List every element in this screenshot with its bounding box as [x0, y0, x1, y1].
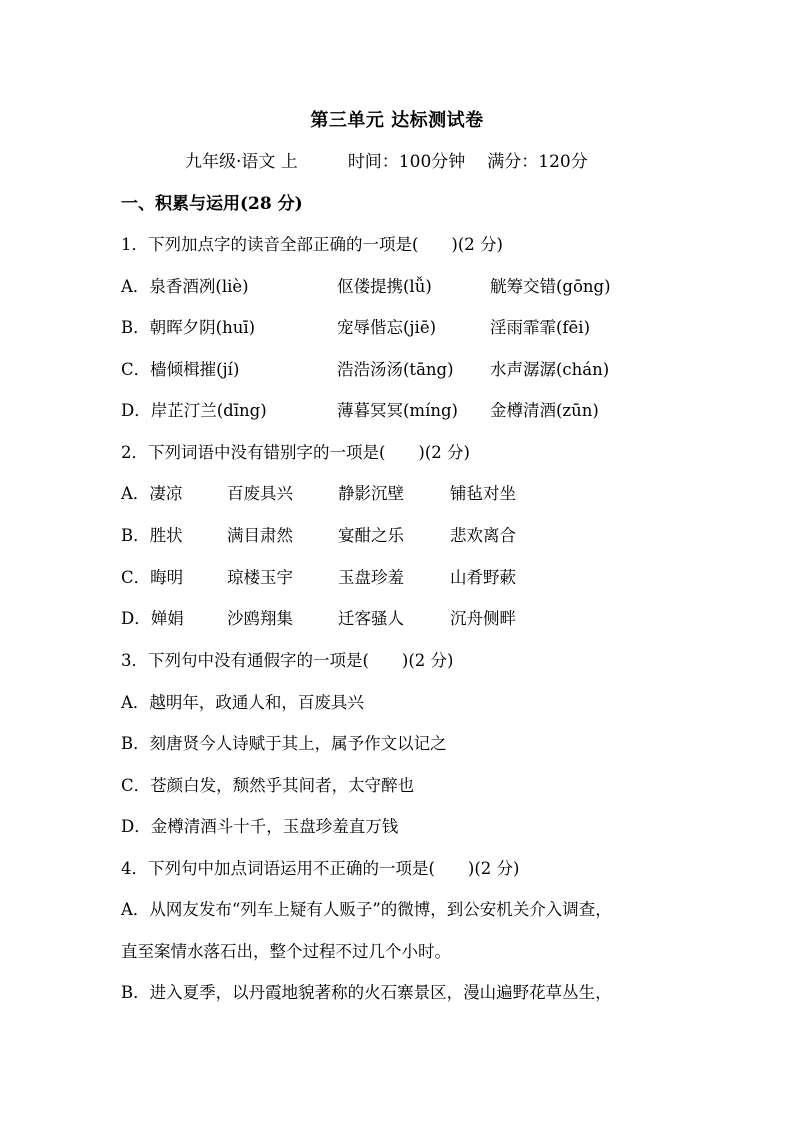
q2-stem: 2．下列词语中没有错别字的一项是( )(2 分): [121, 443, 470, 462]
q1-stem: 1．下列加点字的读音全部正确的一项是( )(2 分): [121, 235, 503, 254]
q1-option-text: 觥筹交错(gōng): [490, 277, 611, 296]
q1-option-text: 宠辱偕忘(jiē): [337, 318, 437, 337]
time-label: 时间：100分钟: [347, 152, 466, 172]
q2-option-text: 满目肃然: [227, 526, 293, 545]
q2-option-text: A．凄凉: [121, 484, 183, 503]
q1-option-text: 浩浩汤汤(tāng): [337, 360, 454, 379]
q1-option-text: 水声潺潺(chán): [490, 360, 610, 379]
grade-label: 九年级·语文 上: [185, 152, 298, 172]
q4-stem: 4．下列句中加点词语运用不正确的一项是( )(2 分): [121, 859, 520, 878]
section-heading: 一、积累与运用(28 分): [121, 194, 303, 214]
q1-option-text: 金樽清酒(zūn): [490, 401, 599, 420]
q2-option-text: 沉舟侧畔: [450, 609, 516, 628]
q2-option-text: 悲欢离合: [450, 526, 516, 545]
q2-option-text: 沙鸥翔集: [227, 609, 293, 628]
q1-option-text: B．朝晖夕阴(huī): [121, 318, 256, 337]
q2-option-text: D．婵娟: [121, 609, 184, 628]
q3-option: C．苍颜白发，颓然乎其间者，太守醉也: [121, 776, 415, 795]
q2-option-text: 玉盘珍羞: [338, 568, 404, 587]
q2-option-text: 琼楼玉宇: [227, 568, 293, 587]
q2-option-text: 迁客骚人: [338, 609, 404, 628]
q4-option-a-line1: A．从网友发布“列车上疑有人贩子”的微博，到公安机关介入调查，: [121, 900, 612, 919]
q1-option-text: 伛偻提携(lǚ): [337, 277, 432, 296]
q2-option-text: 宴酣之乐: [338, 526, 404, 545]
page-title: 第三单元 达标测试卷: [310, 110, 484, 131]
q4-option-a-line2: 直至案情水落石出，整个过程不过几个小时。: [121, 942, 451, 961]
q2-option-text: 静影沉壁: [338, 484, 404, 503]
q1-option-text: C．樯倾楫摧(jí): [121, 360, 240, 379]
q3-option: B．刻唐贤今人诗赋于其上，属予作文以记之: [121, 734, 447, 753]
score-label: 满分：120分: [487, 152, 588, 172]
q2-option-text: C．晦明: [121, 568, 184, 587]
q3-option: D．金樽清酒斗十千，玉盘珍羞直万钱: [121, 817, 399, 836]
q1-option-text: 淫雨霏霏(fēi): [490, 318, 591, 337]
q3-stem: 3．下列句中没有通假字的一项是( )(2 分): [121, 651, 454, 670]
q2-option-text: 铺毡对坐: [450, 484, 516, 503]
exam-info: [185, 147, 588, 172]
q2-option-text: 百废具兴: [227, 484, 293, 503]
q1-option-text: 薄暮冥冥(míng): [337, 401, 458, 420]
q3-option: A．越明年，政通人和，百废具兴: [121, 693, 364, 712]
q4-option-b-line1: B．进入夏季，以丹霞地貌著称的火石寨景区，漫山遍野花草丛生，: [121, 983, 612, 1002]
q2-option-text: 山肴野蔌: [450, 568, 516, 587]
q1-option-text: D．岸芷汀兰(dīng): [121, 401, 267, 420]
q2-option-text: B．胜状: [121, 526, 183, 545]
q1-option-text: A．泉香酒冽(liè): [121, 277, 249, 296]
